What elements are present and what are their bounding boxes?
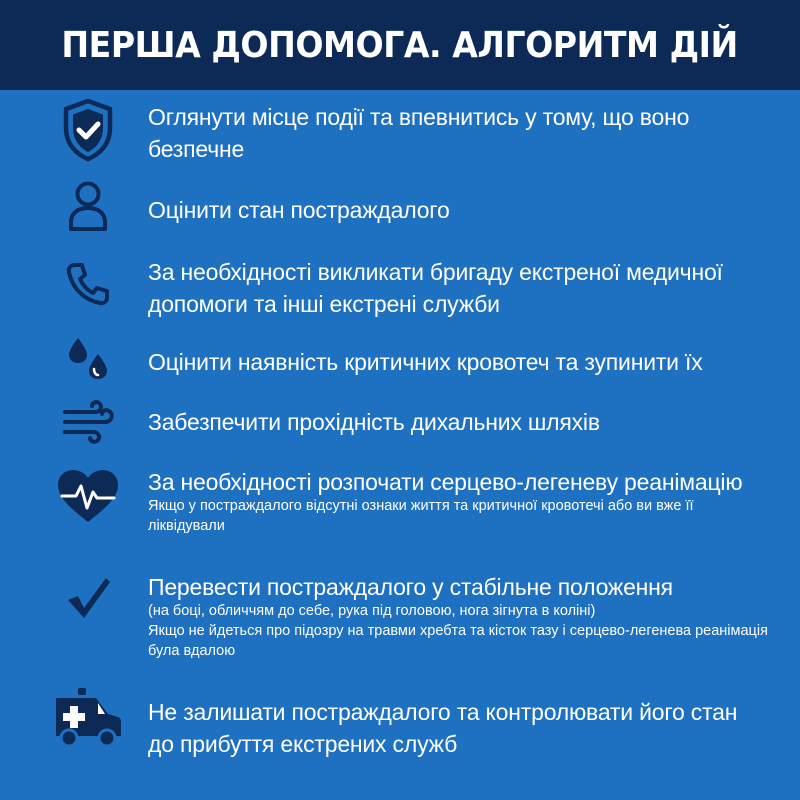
step-text: Перевести постраждалого у стабільне положення [148,574,673,600]
step-note: (на боці, обличчям до себе, рука під головою, нога зігнута в коліні) [148,603,596,619]
phone-icon [52,262,124,306]
person-icon [52,180,124,232]
heart-pulse-icon [52,468,124,524]
blood-drops-icon [52,334,124,382]
step-text: Оцінити наявність критичних кровотеч та зупинити їх [148,349,703,375]
step-text: Оцінити стан постраждалого [148,197,450,223]
header-banner [0,0,800,90]
checkmark-icon [52,576,124,620]
step-text: Не залишати постраждалого та контролювати його стан до прибуття екстрених служб [148,699,738,757]
shield-check-icon [52,98,124,162]
wind-icon [52,400,124,444]
step-text: За необхідності викликати бригаду екстреної медичної допомоги та інші екстрені служби [148,259,723,317]
step-note-secondary: Якщо не йдеться про підозру на травми хребта та кісток тазу і серцево-легенева реанімація була вдалою [148,623,768,659]
step-note: Якщо у постраждалого відсутні ознаки життя та критичної кровотечі або ви вже її ліквідували [148,498,694,534]
step-text: За необхідності розпочати серцево-легеневу реанімацію [148,469,743,495]
step-text: Забезпечити прохідність дихальних шляхів [148,409,600,435]
step-text: Оглянути місце події та впевнитись у тому, що воно безпечне [148,104,690,162]
page-title: ПЕРША ДОПОМОГА. АЛГОРИТМ ДІЙ [61,24,739,66]
ambulance-icon [52,686,124,752]
